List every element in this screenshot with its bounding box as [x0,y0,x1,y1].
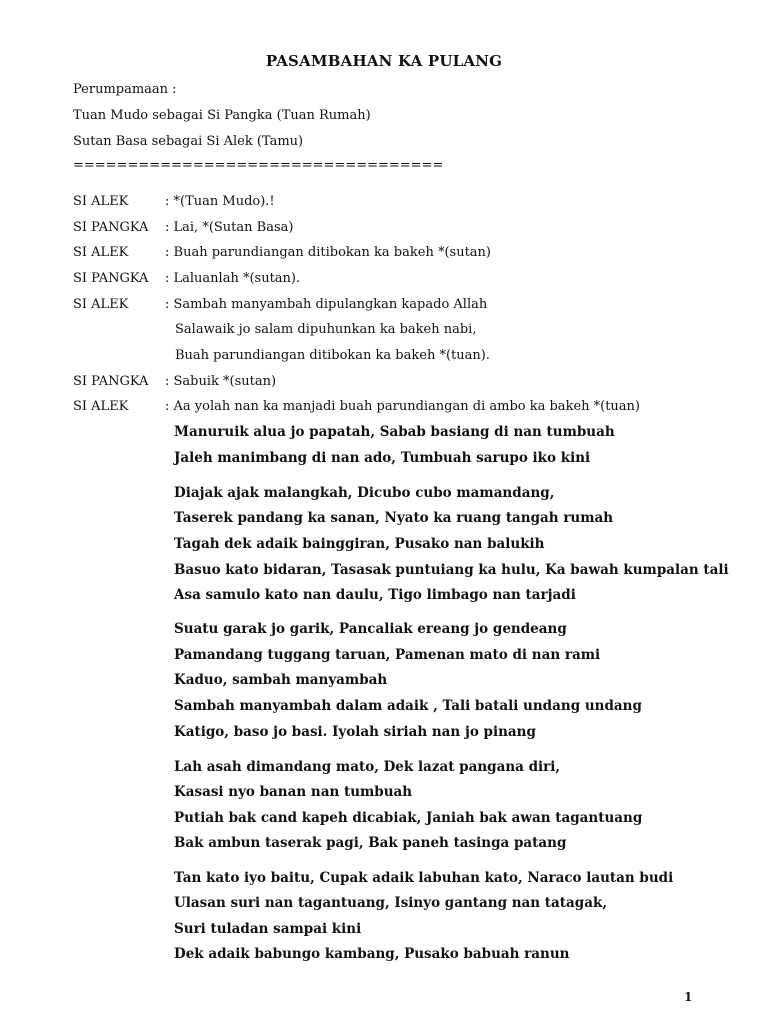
verse-line: Kasasi nyo banan nan tumbuah [174,784,413,800]
speech-text: : Aa yolah nan ka manjadi buah parundiangan di ambo ka bakeh *(tuan) [165,399,641,414]
verse-line: Tagah dek adaik bainggiran, Pusako nan balukih [174,536,545,552]
verse-line: Dek adaik babungo kambang, Pusako babuah ranun [174,946,570,962]
verse-line: Basuo kato bidaran, Tasasak puntuiang ka hulu, Ka bawah kumpalan tali [174,562,729,578]
verse-line: Pamandang tuggang taruan, Pamenan mato di nan rami [174,647,601,663]
verse-line: Diajak ajak malangkah, Dicubo cubo mamandang, [174,485,555,501]
page-number: 1 [684,990,693,1004]
speech-continuation: Salawaik jo salam dipuhunkan ka bakeh nabi, [175,322,477,337]
intro-line: Perumpamaan : [73,82,177,97]
speech-text: : Buah parundiangan ditibokan ka bakeh *(sutan) [165,245,491,260]
verse-line: Bak ambun taserak pagi, Bak paneh tasinga patang [174,835,567,851]
verse-line: Taserek pandang ka sanan, Nyato ka ruang tangah rumah [174,510,614,526]
speaker-label: SI ALEK [73,194,129,209]
verse-line: Sambah manyambah dalam adaik , Tali batali undang undang [174,698,642,714]
verse-line: Suri tuladan sampai kini [174,921,362,937]
verse-line: Ulasan suri nan tagantuang, Isinyo gantang nan tatagak, [174,895,608,911]
separator-line: ================================== [73,158,444,173]
speech-continuation: Buah parundiangan ditibokan ka bakeh *(tuan). [175,348,490,363]
verse-line: Putiah bak cand kapeh dicabiak, Janiah bak awan tagantuang [174,810,643,826]
speaker-label: SI ALEK [73,297,129,312]
verse-line: Jaleh manimbang di nan ado, Tumbuah sarupo iko kini [174,450,591,466]
speaker-label: SI ALEK [73,245,129,260]
speech-text: : Laluanlah *(sutan). [165,271,301,286]
verse-line: Asa samulo kato nan daulu, Tigo limbago nan tarjadi [174,587,576,603]
verse-line: Kaduo, sambah manyambah [174,672,388,688]
document-title: PASAMBAHAN KA PULANG [265,52,503,70]
speech-text: : Sabuik *(sutan) [165,374,277,389]
speech-text: : Lai, *(Sutan Basa) [165,220,294,235]
speech-text: : *(Tuan Mudo).! [165,194,275,209]
verse-line: Lah asah dimandang mato, Dek lazat pangana diri, [174,759,561,775]
verse-line: Tan kato iyo baitu, Cupak adaik labuhan kato, Naraco lautan budi [174,870,674,886]
intro-line: Tuan Mudo sebagai Si Pangka (Tuan Rumah) [73,108,371,123]
verse-line: Katigo, baso jo basi. Iyolah siriah nan jo pinang [174,724,536,740]
intro-line: Sutan Basa sebagai Si Alek (Tamu) [73,134,304,149]
speaker-label: SI ALEK [73,399,129,414]
speaker-label: SI PANGKA [73,271,149,286]
verse-line: Suatu garak jo garik, Pancaliak ereang jo gendeang [174,621,567,637]
speaker-label: SI PANGKA [73,374,149,389]
speech-text: : Sambah manyambah dipulangkan kapado Allah [165,297,488,312]
verse-line: Manuruik alua jo papatah, Sabab basiang di nan tumbuah [174,424,615,440]
speaker-label: SI PANGKA [73,220,149,235]
